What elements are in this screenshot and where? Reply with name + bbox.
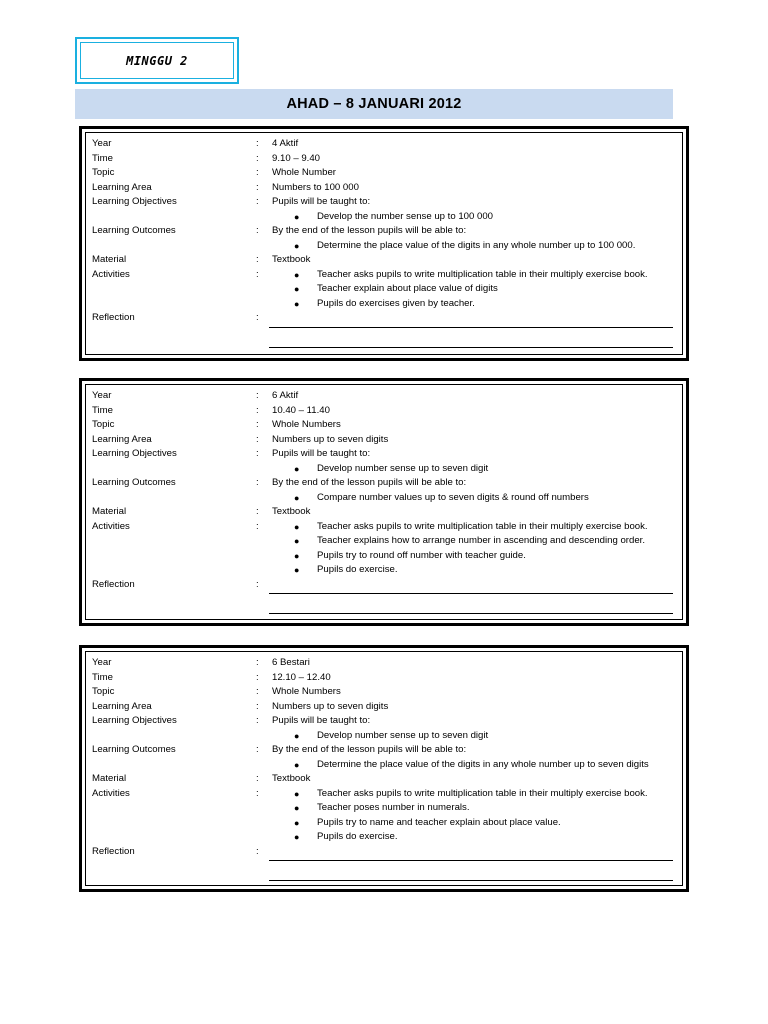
reflection-label: Reflection (92, 845, 135, 857)
lesson-plan-3 (79, 645, 689, 892)
bullet-icon: ● (294, 550, 300, 561)
time-label: Time (92, 671, 113, 683)
material-value: Textbook (272, 254, 311, 265)
learning-outcomes-label: Learning Outcomes (92, 225, 176, 236)
reflection-line (269, 613, 673, 614)
activity-item (92, 282, 678, 297)
activity-item (92, 549, 678, 564)
learning-objectives-row (92, 447, 678, 462)
bullet-icon: ● (294, 492, 300, 503)
week-label-box (75, 37, 239, 84)
material-label: Material (92, 254, 127, 265)
colon: : (256, 773, 259, 784)
bullet-icon: ● (294, 284, 300, 294)
lesson-inner-frame (85, 132, 683, 355)
colon: : (256, 671, 259, 683)
activity-text: Pupils do exercise. (317, 831, 398, 842)
time-label: Time (92, 152, 113, 164)
bullet-icon: ● (294, 759, 300, 770)
bullet-icon: ● (294, 463, 300, 474)
bullet-icon: ● (294, 817, 300, 828)
year-label: Year (92, 657, 112, 668)
day-title: AHAD – 8 JANUARI 2012 (286, 96, 462, 112)
outcome-text: Determine the place value of the digits in any whole number up to 100 000. (317, 239, 636, 251)
bullet-icon: ● (294, 269, 300, 280)
colon: : (256, 152, 259, 164)
topic-value: Whole Number (272, 167, 336, 178)
objective-item (92, 210, 678, 225)
learning-objectives-label: Learning Objectives (92, 448, 177, 459)
colon: : (256, 433, 259, 445)
lesson-plan-1 (79, 126, 689, 361)
colon: : (256, 744, 259, 755)
year-value: 4 Aktif (272, 138, 299, 149)
colon: : (256, 312, 259, 323)
topic-row (92, 166, 678, 181)
learning-area-value: Numbers to 100 000 (272, 181, 359, 193)
outcomes-intro: By the end of the lesson pupils will be able to: (272, 477, 467, 488)
year-row (92, 656, 678, 671)
colon: : (256, 578, 259, 590)
objective-item (92, 729, 678, 744)
outcome-item (92, 491, 678, 506)
colon: : (256, 845, 259, 857)
reflection-row (92, 578, 678, 593)
day-banner (75, 89, 673, 119)
activity-item (92, 563, 678, 578)
colon: : (256, 700, 259, 712)
outcome-text: Determine the place value of the digits in any whole number up to seven digits (317, 758, 649, 770)
year-value: 6 Bestari (272, 657, 310, 668)
colon: : (256, 404, 259, 416)
outcomes-intro: By the end of the lesson pupils will be able to: (272, 744, 467, 755)
topic-value: Whole Numbers (272, 686, 341, 697)
reflection-lines (269, 327, 673, 367)
time-label: Time (92, 404, 113, 416)
reflection-line (269, 880, 673, 881)
week-label: MINGGU 2 (126, 53, 188, 68)
time-value: 9.10 – 9.40 (272, 152, 321, 164)
year-label: Year (92, 390, 112, 401)
bullet-icon: ● (294, 298, 300, 309)
colon: : (256, 138, 259, 149)
activity-item (92, 297, 678, 312)
activity-text: Pupils do exercises given by teacher. (317, 297, 475, 309)
lesson-inner-frame (85, 384, 683, 620)
learning-area-row (92, 700, 678, 715)
outcome-text: Compare number values up to seven digits & round off numbers (317, 491, 589, 503)
learning-outcomes-row (92, 743, 678, 758)
colon: : (256, 254, 259, 265)
material-value: Textbook (272, 773, 311, 784)
learning-outcomes-row (92, 476, 678, 491)
time-row (92, 671, 678, 686)
learning-outcomes-label: Learning Outcomes (92, 477, 176, 488)
learning-area-value: Numbers up to seven digits (272, 700, 389, 712)
bullet-icon: ● (294, 832, 300, 842)
activity-text: Teacher explain about place value of digits (317, 283, 498, 294)
colon: : (256, 167, 259, 178)
learning-area-row (92, 433, 678, 448)
bullet-icon: ● (294, 536, 300, 546)
activity-text: Teacher asks pupils to write multiplication table in their multiply exercise book. (317, 268, 648, 280)
objectives-intro: Pupils will be taught to: (272, 448, 371, 459)
activity-text: Pupils do exercise. (317, 564, 398, 575)
bullet-icon: ● (294, 521, 300, 532)
time-value: 10.40 – 11.40 (272, 404, 330, 416)
objective-text: Develop the number sense up to 100 000 (317, 210, 494, 222)
reflection-row (92, 311, 678, 326)
colon: : (256, 181, 259, 193)
material-label: Material (92, 506, 127, 517)
activities-row (92, 520, 678, 535)
reflection-line (269, 347, 673, 348)
activities-label: Activities (92, 787, 130, 799)
colon: : (256, 225, 259, 236)
outcome-item (92, 239, 678, 254)
activities-label: Activities (92, 268, 130, 280)
topic-label: Topic (92, 167, 115, 178)
reflection-row (92, 845, 678, 860)
objective-text: Develop number sense up to seven digit (317, 462, 489, 474)
learning-objectives-row (92, 195, 678, 210)
year-row (92, 137, 678, 152)
topic-row (92, 685, 678, 700)
colon: : (256, 715, 259, 726)
lesson-inner-frame (85, 651, 683, 886)
material-value: Textbook (272, 506, 311, 517)
outcomes-intro: By the end of the lesson pupils will be able to: (272, 225, 467, 236)
outcome-item (92, 758, 678, 773)
activity-text: Teacher poses number in numerals. (317, 802, 470, 813)
material-row (92, 253, 678, 268)
learning-area-label: Learning Area (92, 181, 152, 193)
activity-text: Teacher asks pupils to write multiplication table in their multiply exercise book. (317, 520, 648, 532)
bullet-icon: ● (294, 211, 300, 222)
reflection-line (269, 860, 673, 861)
colon: : (256, 787, 259, 799)
activity-text: Teacher explains how to arrange number in ascending and descending order. (317, 535, 645, 546)
lesson-rows (92, 389, 678, 592)
activity-text: Pupils try to name and teacher explain about place value. (317, 816, 561, 828)
year-row (92, 389, 678, 404)
colon: : (256, 686, 259, 697)
colon: : (256, 196, 259, 207)
bullet-icon: ● (294, 730, 300, 741)
topic-value: Whole Numbers (272, 419, 341, 430)
activities-row (92, 787, 678, 802)
activity-item (92, 534, 678, 549)
week-label-inner-frame (80, 42, 234, 79)
reflection-label: Reflection (92, 312, 135, 323)
activity-item (92, 816, 678, 831)
material-row (92, 772, 678, 787)
learning-outcomes-label: Learning Outcomes (92, 744, 176, 755)
topic-label: Topic (92, 686, 115, 697)
bullet-icon: ● (294, 788, 300, 799)
time-row (92, 152, 678, 167)
activity-item (92, 830, 678, 845)
objectives-intro: Pupils will be taught to: (272, 196, 371, 207)
colon: : (256, 448, 259, 459)
lesson-rows (92, 656, 678, 859)
activities-row (92, 268, 678, 283)
material-label: Material (92, 773, 127, 784)
material-row (92, 505, 678, 520)
learning-area-value: Numbers up to seven digits (272, 433, 389, 445)
time-value: 12.10 – 12.40 (272, 671, 331, 683)
learning-objectives-label: Learning Objectives (92, 196, 177, 207)
reflection-line (269, 327, 673, 328)
topic-row (92, 418, 678, 433)
reflection-lines (269, 860, 673, 900)
colon: : (256, 419, 259, 430)
reflection-lines (269, 593, 673, 633)
activities-label: Activities (92, 520, 130, 532)
year-value: 6 Aktif (272, 390, 299, 401)
lesson-plan-2 (79, 378, 689, 626)
colon: : (256, 506, 259, 517)
bullet-icon: ● (294, 803, 300, 813)
colon: : (256, 657, 259, 668)
topic-label: Topic (92, 419, 115, 430)
objective-text: Develop number sense up to seven digit (317, 729, 489, 741)
learning-objectives-label: Learning Objectives (92, 715, 177, 726)
colon: : (256, 390, 259, 401)
reflection-line (269, 593, 673, 594)
bullet-icon: ● (294, 565, 300, 575)
learning-area-label: Learning Area (92, 700, 152, 712)
learning-area-label: Learning Area (92, 433, 152, 445)
learning-area-row (92, 181, 678, 196)
reflection-label: Reflection (92, 578, 135, 590)
time-row (92, 404, 678, 419)
objective-item (92, 462, 678, 477)
colon: : (256, 520, 259, 532)
objectives-intro: Pupils will be taught to: (272, 715, 371, 726)
activity-text: Teacher asks pupils to write multiplication table in their multiply exercise book. (317, 787, 648, 799)
activity-text: Pupils try to round off number with teacher guide. (317, 549, 526, 561)
activity-item (92, 801, 678, 816)
bullet-icon: ● (294, 240, 300, 251)
lesson-rows (92, 137, 678, 326)
year-label: Year (92, 138, 112, 149)
learning-outcomes-row (92, 224, 678, 239)
learning-objectives-row (92, 714, 678, 729)
colon: : (256, 268, 259, 280)
colon: : (256, 477, 259, 488)
